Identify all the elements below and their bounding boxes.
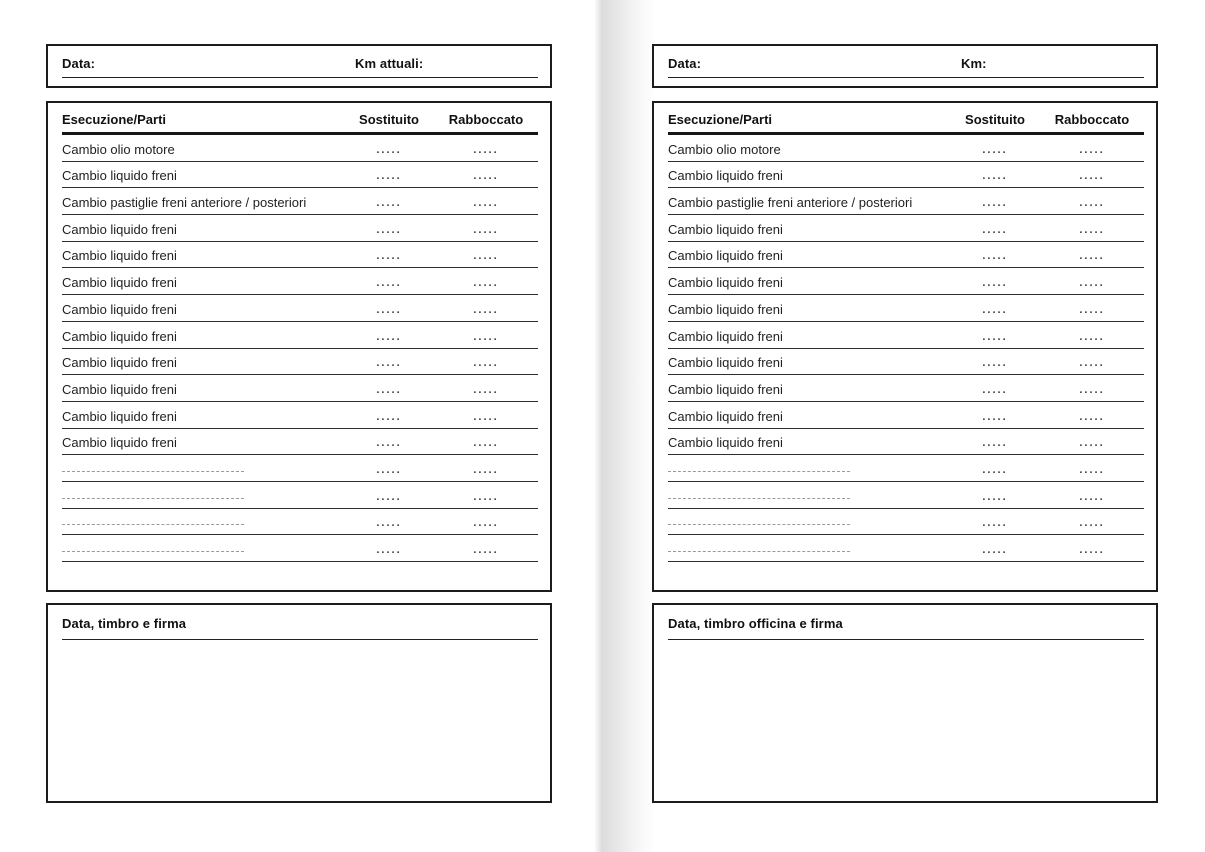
refilled-dots: ..... (1079, 223, 1105, 236)
row-execution-label: Cambio liquido freni (62, 381, 177, 397)
blank-dashed-line (62, 551, 244, 552)
row-execution-label: Cambio liquido freni (62, 221, 177, 237)
date-km-box (652, 44, 1158, 88)
signature-box (652, 603, 1158, 803)
table-row (62, 135, 538, 162)
table-row (668, 215, 1144, 242)
table-row (62, 429, 538, 456)
refilled-dots: ..... (1079, 170, 1105, 183)
refilled-dots: ..... (473, 437, 499, 450)
table-row (62, 349, 538, 376)
table-row (668, 322, 1144, 349)
row-execution-label: Cambio pastiglie freni anteriore / posteriori (668, 195, 913, 211)
row-execution-label: Cambio liquido freni (668, 328, 783, 344)
refilled-dots: ..... (473, 357, 499, 370)
column-header-substituted: Sostituito (965, 112, 1025, 127)
table-row (668, 268, 1144, 295)
blank-dashed-line (668, 551, 850, 552)
column-header-execution: Esecuzione/Parti (668, 112, 773, 127)
row-execution-label (62, 498, 344, 504)
substituted-dots: ..... (376, 250, 402, 263)
refilled-dots: ..... (1079, 303, 1105, 316)
row-execution-label: Cambio liquido freni (668, 275, 783, 291)
signature-fill-line (668, 615, 1144, 640)
table-row (62, 242, 538, 269)
refilled-dots: ..... (473, 544, 499, 556)
substituted-dots: ..... (982, 303, 1008, 316)
row-execution-label: Cambio olio motore (62, 141, 175, 157)
row-execution-label (668, 498, 950, 504)
row-execution-label (668, 471, 950, 477)
table-row-blank (668, 482, 1144, 509)
table-row (668, 162, 1144, 189)
date-km-fill-line (62, 56, 538, 78)
substituted-dots: ..... (982, 143, 1008, 156)
row-execution-label: Cambio liquido freni (668, 435, 783, 451)
blank-dashed-line (668, 524, 850, 525)
refilled-dots: ..... (473, 197, 499, 210)
refilled-dots: ..... (473, 490, 499, 503)
row-execution-label: Cambio liquido freni (62, 275, 177, 291)
table-body (62, 135, 538, 562)
book-gutter-shadow (594, 0, 656, 852)
substituted-dots: ..... (376, 544, 402, 556)
refilled-dots: ..... (1079, 197, 1105, 210)
row-execution-label (62, 471, 344, 477)
table-row-blank (62, 509, 538, 536)
maintenance-table-box (46, 101, 552, 592)
substituted-dots: ..... (376, 410, 402, 423)
table-row (62, 295, 538, 322)
row-execution-label: Cambio liquido freni (62, 168, 177, 184)
refilled-dots: ..... (1079, 517, 1105, 530)
column-header-execution: Esecuzione/Parti (62, 112, 167, 127)
column-header-substituted: Sostituito (359, 112, 419, 127)
blank-dashed-line (668, 471, 850, 472)
table-header-row (62, 103, 538, 135)
date-km-box (46, 44, 552, 88)
table-row-blank (668, 455, 1144, 482)
row-execution-label: Cambio liquido freni (62, 328, 177, 344)
substituted-dots: ..... (982, 250, 1008, 263)
table-row (668, 242, 1144, 269)
substituted-dots: ..... (376, 143, 402, 156)
refilled-dots: ..... (1079, 437, 1105, 450)
table-row (668, 295, 1144, 322)
table-row (668, 188, 1144, 215)
substituted-dots: ..... (982, 330, 1008, 343)
substituted-dots: ..... (376, 170, 402, 183)
maintenance-table (668, 103, 1144, 562)
row-execution-label: Cambio liquido freni (62, 408, 177, 424)
row-execution-label: Cambio liquido freni (668, 248, 783, 264)
substituted-dots: ..... (376, 437, 402, 450)
row-execution-label (668, 551, 950, 557)
row-execution-label: Cambio liquido freni (668, 381, 783, 397)
substituted-dots: ..... (982, 463, 1008, 476)
substituted-dots: ..... (376, 197, 402, 210)
table-row (62, 375, 538, 402)
refilled-dots: ..... (473, 463, 499, 476)
table-header-row (668, 103, 1144, 135)
row-execution-label: Cambio liquido freni (668, 408, 783, 424)
refilled-dots: ..... (1079, 383, 1105, 396)
table-row (62, 268, 538, 295)
table-row (668, 349, 1144, 376)
row-execution-label: Cambio liquido freni (668, 221, 783, 237)
page-left (46, 44, 552, 803)
refilled-dots: ..... (1079, 143, 1105, 156)
refilled-dots: ..... (473, 383, 499, 396)
date-km-fill-line (668, 56, 1144, 78)
row-execution-label: Cambio olio motore (668, 141, 781, 157)
refilled-dots: ..... (473, 303, 499, 316)
refilled-dots: ..... (1079, 410, 1105, 423)
refilled-dots: ..... (473, 143, 499, 156)
row-execution-label (62, 551, 344, 557)
substituted-dots: ..... (982, 170, 1008, 183)
table-row-blank (62, 535, 538, 562)
substituted-dots: ..... (376, 517, 402, 530)
row-execution-label: Cambio liquido freni (62, 301, 177, 317)
refilled-dots: ..... (1079, 357, 1105, 370)
row-execution-label: Cambio pastiglie freni anteriore / posteriori (62, 195, 307, 211)
substituted-dots: ..... (982, 490, 1008, 503)
row-execution-label: Cambio liquido freni (668, 301, 783, 317)
date-label: Data: (668, 56, 702, 71)
row-execution-label: Cambio liquido freni (62, 355, 177, 371)
refilled-dots: ..... (1079, 544, 1105, 556)
maintenance-table-box (652, 101, 1158, 592)
signature-label: Data, timbro e firma (62, 616, 187, 631)
refilled-dots: ..... (1079, 463, 1105, 476)
blank-dashed-line (62, 471, 244, 472)
maintenance-table (62, 103, 538, 562)
substituted-dots: ..... (376, 490, 402, 503)
table-row-blank (62, 455, 538, 482)
row-execution-label: Cambio liquido freni (62, 248, 177, 264)
substituted-dots: ..... (982, 357, 1008, 370)
row-execution-label: Cambio liquido freni (668, 168, 783, 184)
table-row (62, 322, 538, 349)
table-row (62, 215, 538, 242)
blank-dashed-line (668, 498, 850, 499)
substituted-dots: ..... (376, 383, 402, 396)
table-row (668, 402, 1144, 429)
table-row (62, 188, 538, 215)
substituted-dots: ..... (376, 357, 402, 370)
substituted-dots: ..... (982, 437, 1008, 450)
signature-fill-line (62, 615, 538, 640)
km-label: Km: (961, 56, 987, 71)
column-header-refilled: Rabboccato (1054, 112, 1130, 127)
substituted-dots: ..... (376, 223, 402, 236)
row-execution-label (668, 524, 950, 530)
refilled-dots: ..... (473, 277, 499, 290)
refilled-dots: ..... (473, 410, 499, 423)
substituted-dots: ..... (376, 277, 402, 290)
refilled-dots: ..... (473, 223, 499, 236)
table-row (668, 375, 1144, 402)
signature-box (46, 603, 552, 803)
refilled-dots: ..... (473, 170, 499, 183)
table-row-blank (62, 482, 538, 509)
page-right (652, 44, 1158, 803)
substituted-dots: ..... (376, 303, 402, 316)
refilled-dots: ..... (473, 250, 499, 263)
table-row (62, 402, 538, 429)
table-row-blank (668, 509, 1144, 536)
substituted-dots: ..... (982, 383, 1008, 396)
row-execution-label (62, 524, 344, 530)
km-label: Km attuali: (355, 56, 424, 71)
refilled-dots: ..... (1079, 490, 1105, 503)
refilled-dots: ..... (473, 517, 499, 530)
blank-dashed-line (62, 498, 244, 499)
table-row (62, 162, 538, 189)
date-label: Data: (62, 56, 96, 71)
refilled-dots: ..... (473, 330, 499, 343)
table-row-blank (668, 535, 1144, 562)
blank-dashed-line (62, 524, 244, 525)
substituted-dots: ..... (376, 463, 402, 476)
substituted-dots: ..... (982, 197, 1008, 210)
refilled-dots: ..... (1079, 277, 1105, 290)
substituted-dots: ..... (376, 330, 402, 343)
table-row (668, 429, 1144, 456)
row-execution-label: Cambio liquido freni (668, 355, 783, 371)
refilled-dots: ..... (1079, 250, 1105, 263)
substituted-dots: ..... (982, 223, 1008, 236)
refilled-dots: ..... (1079, 330, 1105, 343)
signature-label: Data, timbro officina e firma (668, 616, 843, 631)
table-body (668, 135, 1144, 562)
substituted-dots: ..... (982, 410, 1008, 423)
substituted-dots: ..... (982, 517, 1008, 530)
substituted-dots: ..... (982, 544, 1008, 556)
column-header-refilled: Rabboccato (448, 112, 524, 127)
substituted-dots: ..... (982, 277, 1008, 290)
row-execution-label: Cambio liquido freni (62, 435, 177, 451)
table-row (668, 135, 1144, 162)
